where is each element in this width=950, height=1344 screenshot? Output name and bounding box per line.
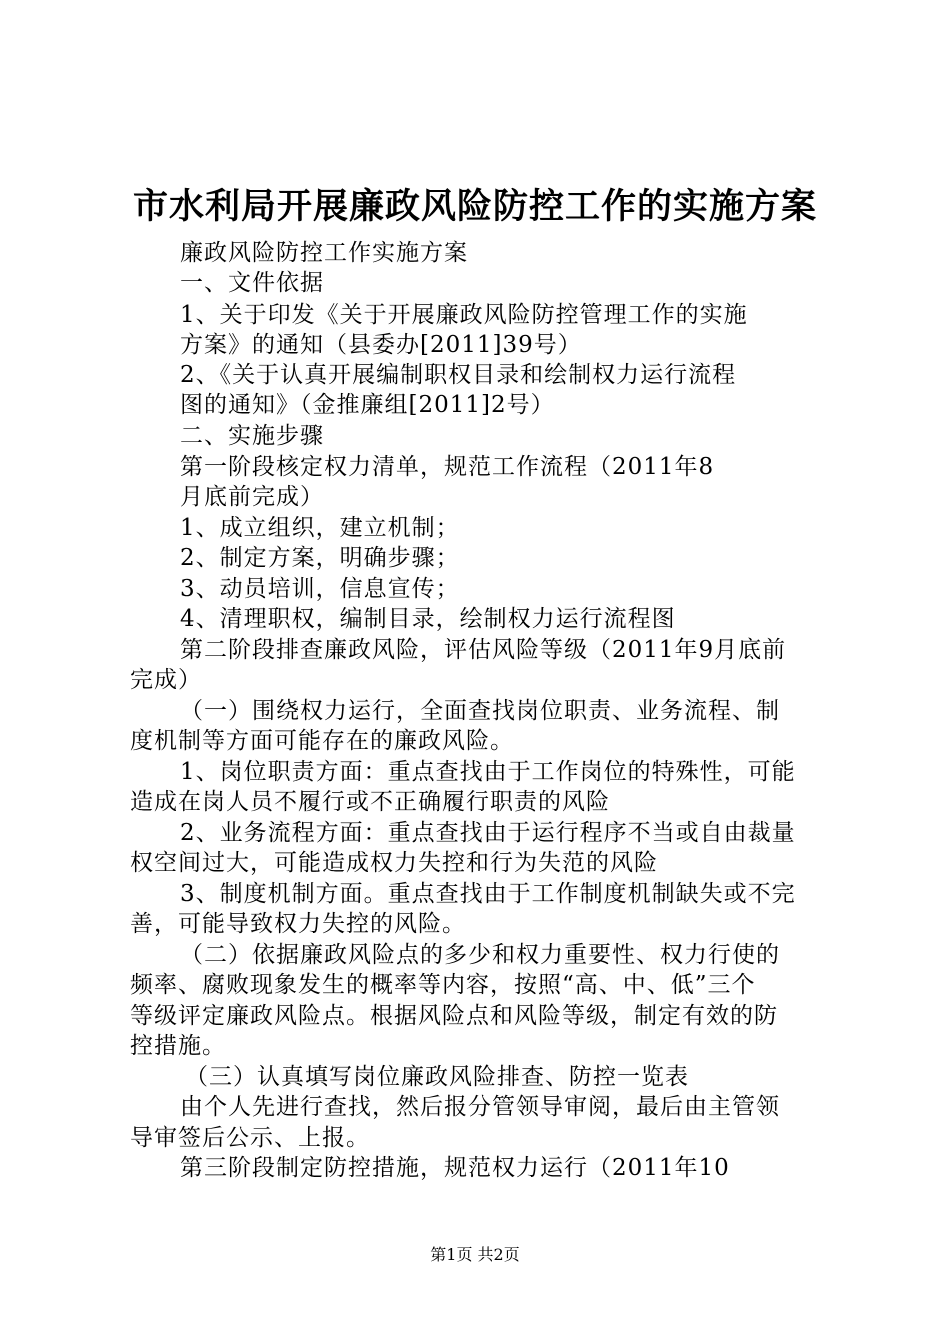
body-line: 月底前完成） <box>180 484 324 510</box>
body-line: 4、清理职权，编制目录，绘制权力运行流程图 <box>180 606 676 632</box>
page-number: 第1页 共2页 <box>430 1245 520 1264</box>
body-line: 2、制定方案，明确步骤； <box>180 545 460 571</box>
body-line: 二、实施步骤 <box>180 423 324 449</box>
body-line: （三）认真填写岗位廉政风险排查、防控一览表 <box>185 1064 689 1090</box>
body-line: 2、业务流程方面：重点查找由于运行程序不当或自由裁量 <box>180 820 796 846</box>
body-line: 图的通知》（金推廉组[2011]2号） <box>180 392 555 418</box>
body-line: 第三阶段制定防控措施，规范权力运行（2011年10 <box>180 1155 730 1181</box>
body-line: 一、文件依据 <box>180 270 324 296</box>
body-line: 控措施。 <box>130 1033 226 1059</box>
body-line: 善，可能导致权力失控的风险。 <box>130 911 466 937</box>
body-line: 权空间过大，可能造成权力失控和行为失范的风险 <box>130 850 658 876</box>
body-line: 1、成立组织，建立机制； <box>180 515 460 541</box>
document-title: 市水利局开展廉政风险防控工作的实施方案 <box>132 186 817 227</box>
body-line: 造成在岗人员不履行或不正确履行职责的风险 <box>130 789 610 815</box>
body-line: 2、《关于认真开展编制职权目录和绘制权力运行流程 <box>180 362 737 388</box>
body-line: 1、岗位职责方面：重点查找由于工作岗位的特殊性，可能 <box>180 759 796 785</box>
body-line: 廉政风险防控工作实施方案 <box>180 240 468 266</box>
body-line: 第二阶段排查廉政风险，评估风险等级（2011年9月底前 <box>180 637 787 663</box>
body-line: 1、关于印发《关于开展廉政风险防控管理工作的实施 <box>180 302 748 328</box>
body-line: （二）依据廉政风险点的多少和权力重要性、权力行使的 <box>180 942 780 968</box>
body-line: 完成） <box>130 667 202 693</box>
body-line: 度机制等方面可能存在的廉政风险。 <box>130 728 514 754</box>
body-line: （一）围绕权力运行，全面查找岗位职责、业务流程、制 <box>180 698 780 724</box>
body-line: 由个人先进行查找，然后报分管领导审阅，最后由主管领 <box>180 1094 780 1120</box>
body-line: 第一阶段核定权力清单，规范工作流程（2011年8 <box>180 454 715 480</box>
body-line: 方案》的通知（县委办[2011]39号） <box>180 332 582 358</box>
body-line: 导审签后公示、上报。 <box>130 1125 370 1151</box>
body-line: 3、动员培训，信息宣传； <box>180 576 460 602</box>
body-line: 3、制度机制方面。重点查找由于工作制度机制缺失或不完 <box>180 881 796 907</box>
body-line: 等级评定廉政风险点。根据风险点和风险等级，制定有效的防 <box>130 1003 778 1029</box>
body-line: 频率、腐败现象发生的概率等内容，按照“高、中、低”三个 <box>130 972 756 998</box>
